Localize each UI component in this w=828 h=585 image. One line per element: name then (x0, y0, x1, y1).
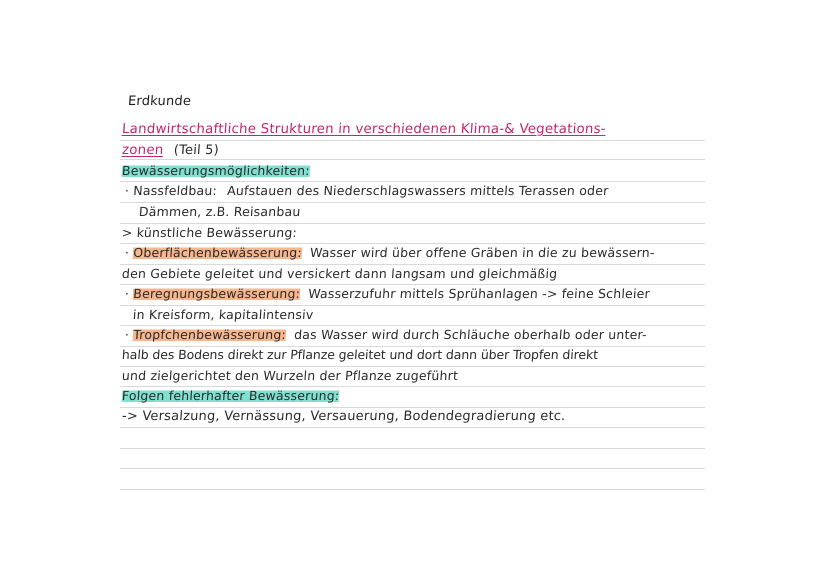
folgen-list: -> Versalzung, Vernässung, Versauerung, Bodendegradierung etc. (121, 409, 566, 424)
ruled-line (120, 325, 705, 326)
oberflaechenbewaesserung-text-1: Wasser wird über offene Gräben in die zu bewässern- (309, 245, 656, 260)
ruled-line (120, 468, 705, 469)
nassfeldbau-line-1 (124, 183, 609, 198)
ruled-line (120, 202, 705, 203)
tropfchenbewaesserung-text-3: und zielgerichtet den Wurzeln der Pflanze zugeführt (121, 368, 459, 383)
nassfeldbau-label: · Nassfeldbau: (124, 183, 218, 198)
oberflaechenbewaesserung-label: Oberflächenbewässerung: (132, 245, 303, 260)
title-line-2 (121, 143, 219, 158)
ruled-line (120, 181, 705, 182)
heading-bewaesserungsmoeglichkeiten (121, 163, 310, 178)
heading-folgen-text: Folgen fehlerhafter Bewässerung: (121, 388, 340, 403)
beregnungsbewaesserung-line-1 (124, 286, 650, 301)
ruled-line (120, 407, 705, 408)
ruled-line (120, 366, 705, 367)
oberflaechenbewaesserung-line-1 (124, 245, 655, 260)
beregnungsbewaesserung-text-1: Wasserzufuhr mittels Sprühanlagen -> feine Schleier (307, 286, 651, 301)
kuenstliche-bewaesserung-heading: > künstliche Bewässerung: (121, 225, 298, 240)
tropfchenbewaesserung-label: Tropfchenbewässerung: (132, 327, 287, 342)
ruled-line (120, 427, 705, 428)
ruled-line (120, 159, 705, 160)
title-part: (Teil 5) (173, 143, 220, 158)
nassfeldbau-text-1: Aufstauen des Niederschlagswassers mittels Terassen oder (226, 183, 610, 198)
beregnungsbewaesserung-text-2: in Kreisform, kapitalintensiv (132, 307, 314, 322)
heading-bewaesserungsmoeglichkeiten-text: Bewässerungsmöglichkeiten: (121, 163, 311, 178)
heading-folgen (121, 388, 339, 403)
bullet: · (124, 286, 130, 301)
subject-heading: Erdkunde (127, 94, 192, 109)
tropfchenbewaesserung-line-1 (124, 327, 647, 342)
ruled-line (120, 264, 705, 265)
title-line-1: Landwirtschaftliche Strukturen in verschiedenen Klima-& Vegetations- (121, 122, 607, 137)
ruled-line (120, 305, 705, 306)
ruled-line (120, 386, 705, 387)
oberflaechenbewaesserung-text-2: den Gebiete geleitet und versickert dann langsam und gleichmäßig (121, 266, 558, 281)
ruled-line (120, 284, 705, 285)
beregnungsbewaesserung-label: Beregnungsbewässerung: (132, 286, 301, 301)
tropfchenbewaesserung-text-2: halb des Bodens direkt zur Pflanze geleitet und dort dann über Tropfen direkt (121, 347, 599, 362)
bullet: · (124, 327, 130, 342)
ruled-line (120, 448, 705, 449)
title-line-2-text: zonen (121, 143, 164, 158)
ruled-line (120, 140, 705, 141)
nassfeldbau-text-2: Dämmen, z.B. Reisanbau (138, 204, 302, 219)
ruled-line (120, 489, 705, 490)
bullet: · (124, 245, 130, 260)
ruled-line (120, 223, 705, 224)
tropfchenbewaesserung-text-1: das Wasser wird durch Schläuche oberhalb oder unter- (293, 327, 648, 342)
ruled-line (120, 243, 705, 244)
